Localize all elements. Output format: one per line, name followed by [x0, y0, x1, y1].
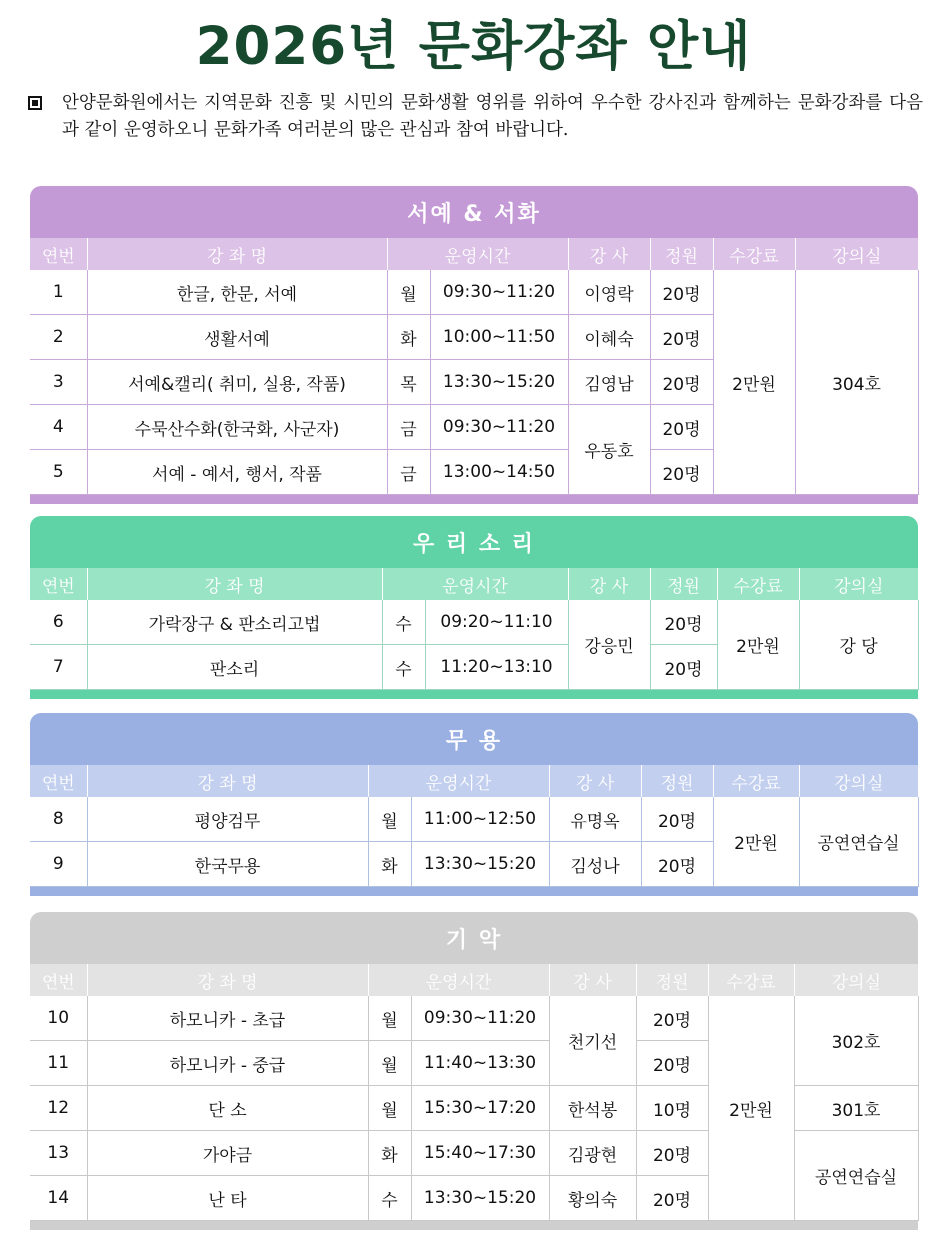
- row-no: 3: [30, 360, 87, 405]
- capacity: 20명: [650, 360, 713, 405]
- fee: 2만원: [713, 270, 795, 495]
- course-name: 단 소: [87, 1086, 368, 1131]
- col-no: 연번: [30, 238, 87, 270]
- col-fee: 수강료: [708, 964, 794, 996]
- room: 302호: [794, 996, 918, 1086]
- teacher: 천기선: [549, 996, 636, 1086]
- day: 금: [387, 405, 430, 450]
- room: 304호: [795, 270, 918, 495]
- section-title: 무 용: [30, 713, 918, 765]
- day: 금: [387, 450, 430, 495]
- section-footer-bar: [30, 1221, 918, 1230]
- room: 공연연습실: [794, 1131, 918, 1221]
- col-course: 강 좌 명: [87, 964, 368, 996]
- fee: 2만원: [708, 996, 794, 1221]
- course-name: 난 타: [87, 1176, 368, 1221]
- section-title: 기 악: [30, 912, 918, 964]
- course-name: 생활서예: [87, 315, 387, 360]
- header-row: [30, 238, 918, 270]
- course-name: 가야금: [87, 1131, 368, 1176]
- time: 09:30~11:20: [411, 996, 549, 1041]
- row-no: 10: [30, 996, 87, 1041]
- col-room: 강의실: [795, 238, 918, 270]
- teacher: 한석봉: [549, 1086, 636, 1131]
- row-no: 2: [30, 315, 87, 360]
- col-fee: 수강료: [713, 238, 795, 270]
- intro-text: 안양문화원에서는 지역문화 진흥 및 시민의 문화생활 영위를 위하여 우수한 강사진과 함께하는 문화강좌를 다음과 같이 운영하오니 문화가족 여러분의 많은 관심과 참여 바랍니다.: [62, 93, 923, 140]
- course-name: 서예 - 예서, 행서, 작품: [87, 450, 387, 495]
- teacher: 우동호: [568, 405, 650, 495]
- intro-paragraph: [28, 90, 923, 144]
- col-capacity: 정원: [636, 964, 708, 996]
- capacity: 20명: [636, 996, 708, 1041]
- section-instrumental: [30, 912, 918, 1230]
- row-no: 6: [30, 600, 87, 645]
- teacher: 김영남: [568, 360, 650, 405]
- section-title: 우 리 소 리: [30, 516, 918, 568]
- col-fee: 수강료: [713, 765, 799, 797]
- time: 09:30~11:20: [430, 270, 568, 315]
- capacity: 20명: [650, 315, 713, 360]
- col-time: 운영시간: [368, 765, 549, 797]
- time: 15:40~17:30: [411, 1131, 549, 1176]
- col-course: 강 좌 명: [87, 238, 387, 270]
- section-calligraphy: [30, 186, 918, 504]
- section-footer-bar: [30, 495, 918, 504]
- header-row: [30, 568, 918, 600]
- table-row: [30, 600, 918, 645]
- row-no: 12: [30, 1086, 87, 1131]
- section-footer-bar: [30, 887, 918, 896]
- col-capacity: 정원: [650, 568, 717, 600]
- time: 13:00~14:50: [430, 450, 568, 495]
- col-time: 운영시간: [382, 568, 568, 600]
- course-table: [30, 238, 919, 495]
- course-table: [30, 765, 919, 887]
- row-no: 14: [30, 1176, 87, 1221]
- col-time: 운영시간: [387, 238, 568, 270]
- section-footer-bar: [30, 690, 918, 699]
- col-teacher: 강 사: [568, 238, 650, 270]
- course-name: 평양검무: [87, 797, 368, 842]
- capacity: 20명: [641, 797, 713, 842]
- teacher: 김광현: [549, 1131, 636, 1176]
- time: 11:00~12:50: [411, 797, 549, 842]
- capacity: 20명: [650, 645, 717, 690]
- course-name: 판소리: [87, 645, 382, 690]
- course-name: 가락장구 & 판소리고법: [87, 600, 382, 645]
- teacher: 황의숙: [549, 1176, 636, 1221]
- col-room: 강의실: [799, 765, 918, 797]
- teacher: 김성나: [549, 842, 641, 887]
- row-no: 4: [30, 405, 87, 450]
- row-no: 1: [30, 270, 87, 315]
- time: 09:30~11:20: [430, 405, 568, 450]
- day: 월: [387, 270, 430, 315]
- table-row: [30, 797, 918, 842]
- col-capacity: 정원: [650, 238, 713, 270]
- row-no: 9: [30, 842, 87, 887]
- row-no: 8: [30, 797, 87, 842]
- col-room: 강의실: [799, 568, 918, 600]
- capacity: 20명: [641, 842, 713, 887]
- time: 13:30~15:20: [430, 360, 568, 405]
- day: 월: [368, 996, 411, 1041]
- table-row: [30, 996, 918, 1041]
- teacher: 강응민: [568, 600, 650, 690]
- course-name: 한국무용: [87, 842, 368, 887]
- time: 09:20~11:10: [425, 600, 568, 645]
- row-no: 13: [30, 1131, 87, 1176]
- day: 화: [368, 1131, 411, 1176]
- day: 목: [387, 360, 430, 405]
- day: 화: [368, 842, 411, 887]
- time: 13:30~15:20: [411, 842, 549, 887]
- page-title: 2026년 문화강좌 안내: [195, 16, 752, 77]
- day: 수: [368, 1176, 411, 1221]
- col-room: 강의실: [794, 964, 918, 996]
- square-bullet-icon: [28, 96, 42, 110]
- course-name: 서예&캘리( 취미, 실용, 작품): [87, 360, 387, 405]
- col-time: 운영시간: [368, 964, 549, 996]
- fee: 2만원: [717, 600, 799, 690]
- col-capacity: 정원: [641, 765, 713, 797]
- section-korean-vocal: [30, 516, 918, 699]
- capacity: 10명: [636, 1086, 708, 1131]
- col-no: 연번: [30, 765, 87, 797]
- table-row: [30, 270, 918, 315]
- capacity: 20명: [636, 1176, 708, 1221]
- col-course: 강 좌 명: [87, 765, 368, 797]
- header-row: [30, 765, 918, 797]
- course-table: [30, 964, 919, 1221]
- course-name: 한글, 한문, 서예: [87, 270, 387, 315]
- room: 강 당: [799, 600, 918, 690]
- teacher: 이혜숙: [568, 315, 650, 360]
- header-row: [30, 964, 918, 996]
- room: 공연연습실: [799, 797, 918, 887]
- col-fee: 수강료: [717, 568, 799, 600]
- time: 10:00~11:50: [430, 315, 568, 360]
- time: 15:30~17:20: [411, 1086, 549, 1131]
- day: 수: [382, 645, 425, 690]
- time: 11:40~13:30: [411, 1041, 549, 1086]
- course-name: 하모니카 - 초급: [87, 996, 368, 1041]
- capacity: 20명: [650, 270, 713, 315]
- col-teacher: 강 사: [549, 964, 636, 996]
- row-no: 7: [30, 645, 87, 690]
- day: 월: [368, 1086, 411, 1131]
- capacity: 20명: [650, 600, 717, 645]
- col-no: 연번: [30, 964, 87, 996]
- day: 화: [387, 315, 430, 360]
- day: 월: [368, 1041, 411, 1086]
- course-name: 하모니카 - 중급: [87, 1041, 368, 1086]
- room: 301호: [794, 1086, 918, 1131]
- course-table: [30, 568, 919, 690]
- course-name: 수묵산수화(한국화, 사군자): [87, 405, 387, 450]
- capacity: 20명: [636, 1041, 708, 1086]
- day: 월: [368, 797, 411, 842]
- time: 13:30~15:20: [411, 1176, 549, 1221]
- fee: 2만원: [713, 797, 799, 887]
- col-teacher: 강 사: [568, 568, 650, 600]
- col-no: 연번: [30, 568, 87, 600]
- capacity: 20명: [636, 1131, 708, 1176]
- row-no: 5: [30, 450, 87, 495]
- col-teacher: 강 사: [549, 765, 641, 797]
- row-no: 11: [30, 1041, 87, 1086]
- capacity: 20명: [650, 450, 713, 495]
- teacher: 이영락: [568, 270, 650, 315]
- time: 11:20~13:10: [425, 645, 568, 690]
- day: 수: [382, 600, 425, 645]
- section-dance: [30, 713, 918, 896]
- teacher: 유명옥: [549, 797, 641, 842]
- capacity: 20명: [650, 405, 713, 450]
- section-title: 서예 & 서화: [30, 186, 918, 238]
- col-course: 강 좌 명: [87, 568, 382, 600]
